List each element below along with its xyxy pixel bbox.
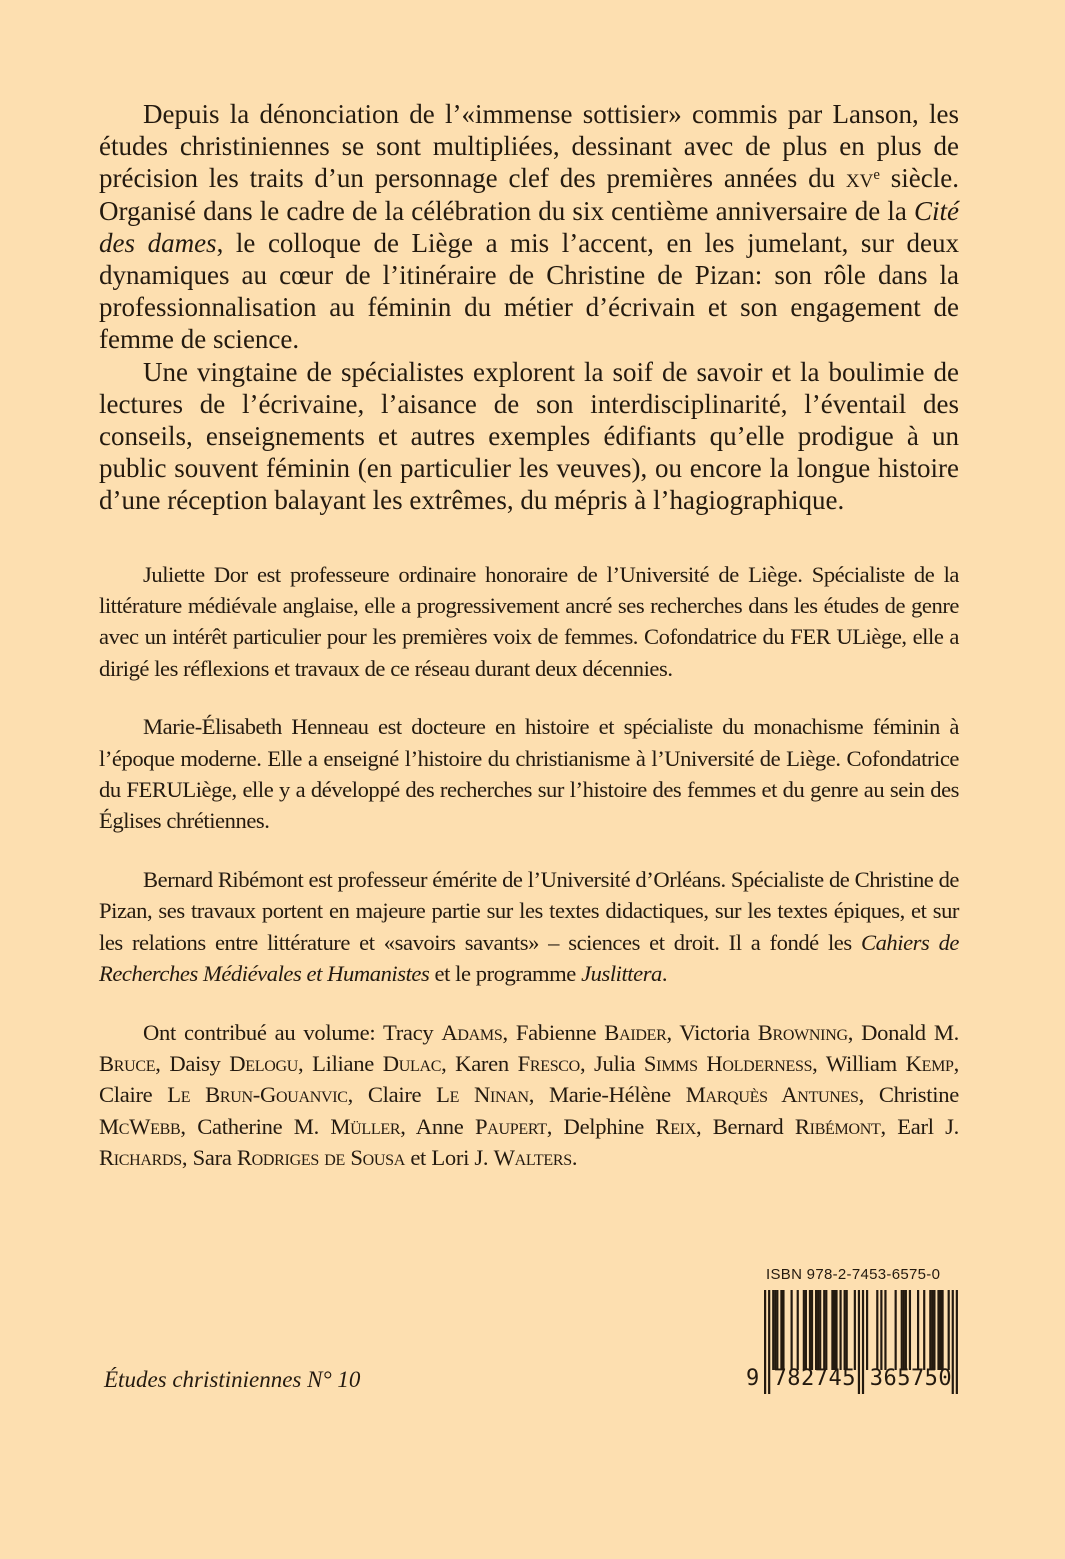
barcode-bar bbox=[923, 1290, 925, 1370]
contributor-first-name: Karen bbox=[455, 1050, 518, 1076]
contributor-name bbox=[679, 1020, 847, 1045]
barcode-bar bbox=[811, 1290, 813, 1370]
contributor-first-name: Victoria bbox=[679, 1019, 758, 1045]
contributor-first-name: Claire bbox=[99, 1082, 168, 1108]
contributor-first-name: Earl J. bbox=[897, 1113, 959, 1139]
contributor-first-name: Christine bbox=[878, 1082, 959, 1108]
contributor-first-name: Delphine bbox=[563, 1113, 656, 1139]
contributor-name bbox=[169, 1051, 298, 1076]
text-run: , le colloque de Liège a mis l’accent, en les jumelant, sur deux dynamiques au cœur de l’itinéraire de Christine de Pizan: son rôle dans la professionnalisation au féminin du métier d’écrivain et son engagement de femme de science. bbox=[99, 227, 959, 355]
contributor-name bbox=[564, 1114, 696, 1139]
contributor-last-name: Walters bbox=[493, 1145, 572, 1171]
barcode-bar bbox=[895, 1290, 897, 1370]
contributor-last-name: Delogu bbox=[229, 1050, 299, 1076]
contributor-first-name: Sara bbox=[192, 1145, 237, 1171]
contributor-last-name: Marquès Antunes bbox=[685, 1082, 859, 1108]
contributor-last-name: Le Brun-Gouanvic bbox=[167, 1082, 348, 1108]
contributor-last-name: Simms Holderness bbox=[643, 1050, 813, 1076]
contributor-name bbox=[99, 1082, 348, 1107]
contributor-name bbox=[193, 1145, 405, 1170]
barcode-digits: 9 782745 365750 bbox=[746, 1366, 953, 1391]
bio-juliette-dor: Juliette Dor est professeure ordinaire honoraire de l’Université de Liège. Spécialiste de la littérature médiévale anglaise, elle a progressivement ancré ses recherches dans les études de genre avec un intérêt particulier pour les premières voix de femmes. Cofondatrice du FER ULiège, elle a dirigé les réflexions et travaux de ce réseau durant deux décennies. bbox=[99, 561, 959, 681]
contributor-last-name: Kemp bbox=[905, 1050, 954, 1076]
contributor-last-name: McWebb bbox=[99, 1113, 181, 1139]
barcode-bar bbox=[805, 1290, 807, 1370]
contributor-name bbox=[368, 1082, 529, 1107]
barcode-bar bbox=[933, 1290, 935, 1370]
contributor-name bbox=[826, 1051, 954, 1076]
barcode-bar bbox=[866, 1290, 868, 1370]
contributor-last-name: Fresco bbox=[517, 1050, 580, 1076]
small-caps: xv bbox=[845, 163, 874, 194]
contributor-last-name: Dulac bbox=[382, 1050, 442, 1076]
barcode-bar bbox=[809, 1290, 811, 1370]
contributor-name bbox=[416, 1114, 547, 1139]
barcode-bar bbox=[939, 1290, 941, 1370]
contributor-first-name: Liliane bbox=[312, 1050, 383, 1076]
barcode-bar bbox=[817, 1290, 819, 1370]
superscript: e bbox=[873, 167, 880, 184]
contributor-first-name: Marie-Hélène bbox=[548, 1082, 686, 1108]
contributor-first-name: Donald M. bbox=[861, 1019, 959, 1045]
contributor-last-name: Le Ninan bbox=[436, 1082, 529, 1108]
italic-title: Cité des dames bbox=[99, 195, 959, 258]
barcode-bar bbox=[823, 1290, 825, 1370]
contributor-last-name: Bruce bbox=[99, 1050, 156, 1076]
barcode-bar bbox=[937, 1290, 939, 1370]
contributor-first-name: William bbox=[825, 1050, 906, 1076]
barcode-bar bbox=[917, 1290, 919, 1370]
text-run: siècle. Organisé dans le cadre de la célébration du six centième anniversaire de la bbox=[99, 163, 959, 226]
contributor-last-name: Adams bbox=[441, 1019, 503, 1045]
contributor-first-name: Daisy bbox=[169, 1050, 230, 1076]
barcode-bar bbox=[880, 1290, 882, 1370]
barcode-bar bbox=[772, 1290, 774, 1370]
blurb bbox=[99, 98, 959, 517]
barcode-bar bbox=[884, 1290, 886, 1370]
italic-title: Cahiers de Recherches Médiévales et Humanistes bbox=[99, 929, 960, 987]
barcode-bar bbox=[844, 1290, 846, 1370]
blurb-paragraph-1 bbox=[99, 98, 959, 356]
barcode-bar bbox=[831, 1290, 833, 1370]
barcode-bar bbox=[876, 1290, 878, 1370]
series-title: Études christiniennes N° 10 bbox=[104, 1367, 361, 1392]
barcode-bar bbox=[941, 1290, 943, 1370]
contributor-last-name: Browning bbox=[757, 1019, 848, 1045]
bio-bernard-ribemont bbox=[99, 864, 959, 990]
barcode-bar bbox=[901, 1290, 903, 1370]
contributor-first-name: Claire bbox=[367, 1082, 437, 1108]
contributor-last-name: Richards bbox=[99, 1145, 182, 1171]
barcode-bar bbox=[776, 1290, 778, 1370]
contributor-first-name: Fabienne bbox=[515, 1019, 605, 1045]
contributor-first-name: Anne bbox=[415, 1113, 475, 1139]
contributors-list: Ont contribué au volume: Tracy Adams, Fabienne Baider, Victoria Browning, Donald M. Bruce, Daisy Delogu, Liliane Dulac, Karen Fresco, Julia Simms Holderness, William Kemp, Claire Le Brun-Gouanvic, Claire Le Ninan, Marie-Hélène Marquès Antunes, Christine McWebb, Catherine M. Müller, Anne Paupert, Delphine Reix, Bernard Ribémont, Earl J. Richards, Sara Rodriges de Sousa et Lori J. Walters. bbox=[99, 1019, 959, 1171]
contributor-name bbox=[516, 1020, 667, 1045]
barcode-bar bbox=[791, 1290, 793, 1370]
barcode-bar bbox=[846, 1290, 848, 1370]
contributor-first-name: Catherine M. bbox=[197, 1113, 331, 1139]
barcode-bar bbox=[905, 1290, 907, 1370]
barcode-bar bbox=[774, 1290, 776, 1370]
contributors-intro: Ont contribué au volume: bbox=[143, 1019, 383, 1045]
contributor-name bbox=[713, 1114, 881, 1139]
barcode-guard-bar bbox=[956, 1290, 958, 1394]
contributor-last-name: Paupert bbox=[475, 1113, 547, 1139]
barcode-bar bbox=[782, 1290, 784, 1370]
contributor-name bbox=[383, 1020, 502, 1045]
text-run: et le programme bbox=[429, 961, 582, 987]
barcode-bar bbox=[835, 1290, 837, 1370]
contributor-last-name: Reix bbox=[655, 1113, 696, 1139]
back-cover-text bbox=[99, 98, 959, 1201]
text-run: Bernard Ribémont est professeur émérite de l’Université d’Orléans. Spécialiste de Christine de Pizan, ses travaux portent en majeure partie sur les textes didactiques, sur les textes épiques, et sur les relations entre littérature et «savoirs savants» – sciences et droit. Il a fondé les bbox=[99, 866, 959, 955]
barcode-bar bbox=[854, 1290, 856, 1370]
contributor-last-name: Rodriges de Sousa bbox=[236, 1145, 405, 1171]
barcode-bar bbox=[833, 1290, 835, 1370]
contributor-name bbox=[312, 1051, 441, 1076]
barcode-bar bbox=[780, 1290, 782, 1370]
contributor-name bbox=[431, 1145, 571, 1170]
barcode-bar bbox=[819, 1290, 821, 1370]
text-run: Depuis la dénonciation de l’«immense sottisier» commis par Lanson, les études christiniennes se sont multipliées, dessinant avec de plus en plus de précision les traits d’un personnage clef des premières années du bbox=[99, 99, 959, 194]
contributor-last-name: Ribémont bbox=[794, 1113, 881, 1139]
bio-marie-elisabeth-henneau: Marie-Élisabeth Henneau est docteure en histoire et spécialiste du monachisme féminin à l’époque moderne. Elle a enseigné l’histoire du christianisme à l’Université de Liège. Cofondatrice du FERULiège, elle y a développé des recherches sur l’histoire des femmes et du genre au sein des Églises chrétiennes. bbox=[99, 714, 959, 834]
barcode-bar bbox=[909, 1290, 911, 1370]
italic-title: Juslittera bbox=[581, 961, 662, 987]
contributor-last-name: Baider bbox=[604, 1019, 667, 1045]
barcode-bar bbox=[929, 1290, 931, 1370]
barcode-bar bbox=[839, 1290, 841, 1370]
isbn-label: ISBN 978-2-7453-6575-0 bbox=[766, 1266, 941, 1283]
barcode-bar bbox=[803, 1290, 805, 1370]
contributor-first-name: Lori J. bbox=[431, 1145, 494, 1171]
author-bios bbox=[99, 559, 959, 1174]
contributor-name bbox=[594, 1051, 812, 1076]
barcode-bar bbox=[797, 1290, 799, 1370]
barcode-bar bbox=[931, 1290, 933, 1370]
contributor-name bbox=[197, 1114, 400, 1139]
contributor-name bbox=[549, 1082, 859, 1107]
contributor-first-name: Julia bbox=[594, 1050, 644, 1076]
contributor-first-name: Bernard bbox=[712, 1113, 795, 1139]
blurb-paragraph-2: Une vingtaine de spécialistes explorent la soif de savoir et la boulimie de lectures de l’écrivaine, l’aisance de son interdisciplinarité, l’éventail des conseils, enseignements et autres exemples édifiants qu’elle prodigue à un public souvent féminin (en particulier les veuves), ou encore la longue histoire d’une réception balayant les extrêmes, du mépris à l’hagiographique. bbox=[99, 356, 959, 516]
text-run: . bbox=[661, 961, 668, 987]
barcode-bar bbox=[948, 1290, 950, 1370]
isbn-block bbox=[746, 1266, 972, 1394]
barcode-bar bbox=[825, 1290, 827, 1370]
contributor-last-name: Müller bbox=[330, 1113, 401, 1139]
barcode-bar bbox=[903, 1290, 905, 1370]
barcode-bar bbox=[815, 1290, 817, 1370]
contributor-name bbox=[455, 1051, 580, 1076]
contributor-first-name: Tracy bbox=[382, 1019, 442, 1045]
